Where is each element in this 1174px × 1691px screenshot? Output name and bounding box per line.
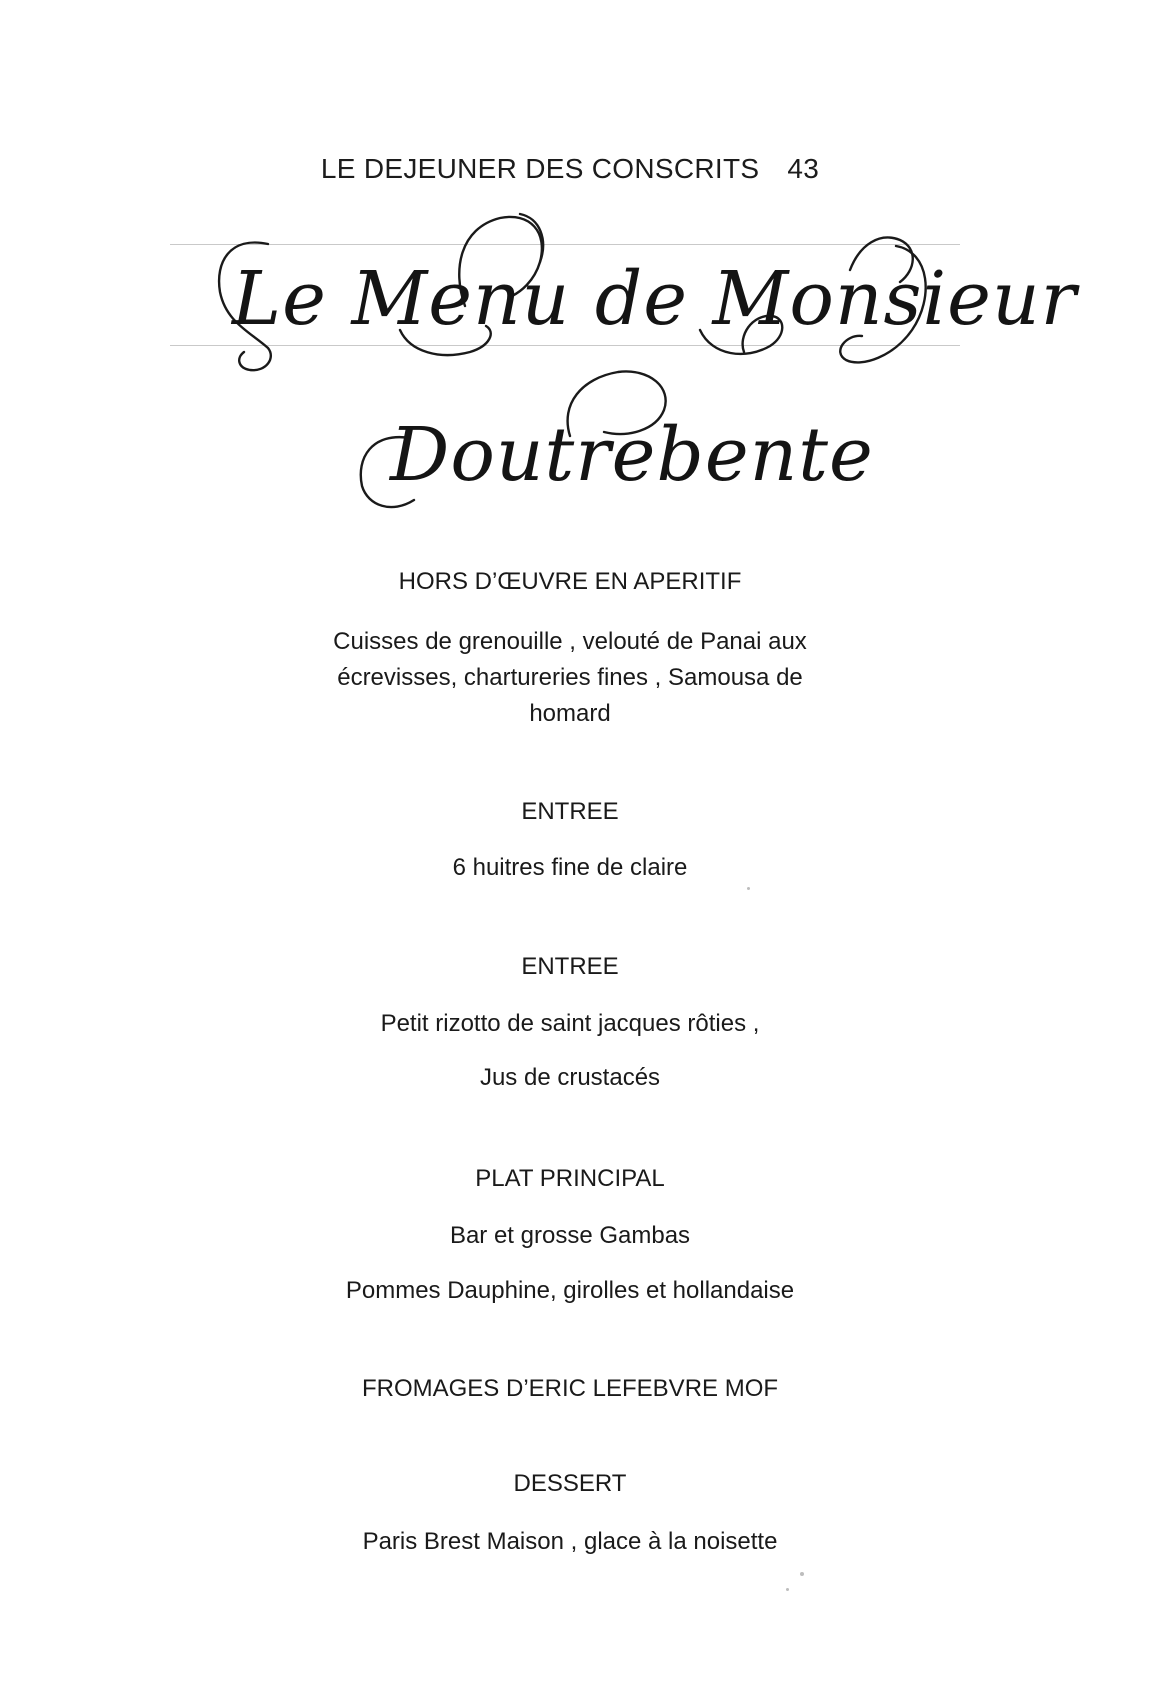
entree-2-line-1: Petit rizotto de saint jacques rôties , <box>380 1010 760 1037</box>
entree-1-line-1: 6 huitres fine de claire <box>452 854 688 881</box>
section-heading-entree-2: ENTREE <box>521 953 619 980</box>
section-heading-entree-1: ENTREE <box>521 798 619 825</box>
scan-speck <box>786 1588 789 1591</box>
section-heading-hors-doeuvre: HORS D’ŒUVRE EN APERITIF <box>398 568 742 595</box>
hors-doeuvre-line-3: homard <box>529 700 611 727</box>
hors-doeuvre-line-2: écrevisses, chartureries fines , Samousa de <box>337 664 803 691</box>
entree-2-line-2: Jus de crustacés <box>479 1064 661 1091</box>
hors-doeuvre-line-1: Cuisses de grenouille , velouté de Panai aux <box>333 628 807 655</box>
section-heading-plat-principal: PLAT PRINCIPAL <box>475 1165 665 1192</box>
plat-principal-line-2: Pommes Dauphine, girolles et hollandaise <box>345 1277 795 1304</box>
dessert-line-1: Paris Brest Maison , glace à la noisette <box>362 1528 778 1555</box>
scan-speck <box>800 1572 804 1576</box>
menu-title-line-2: Doutrebente <box>390 412 874 498</box>
event-number: 43 <box>787 153 820 184</box>
plat-principal-line-1: Bar et grosse Gambas <box>449 1222 691 1249</box>
section-heading-fromages: FROMAGES D’ERIC LEFEBVRE MOF <box>361 1375 779 1402</box>
section-heading-dessert: DESSERT <box>513 1470 627 1497</box>
event-title-text: LE DEJEUNER DES CONSCRITS <box>320 153 760 184</box>
menu-title-line-1: Le Menu de Monsieur <box>232 256 1077 342</box>
scan-speck <box>747 887 750 890</box>
